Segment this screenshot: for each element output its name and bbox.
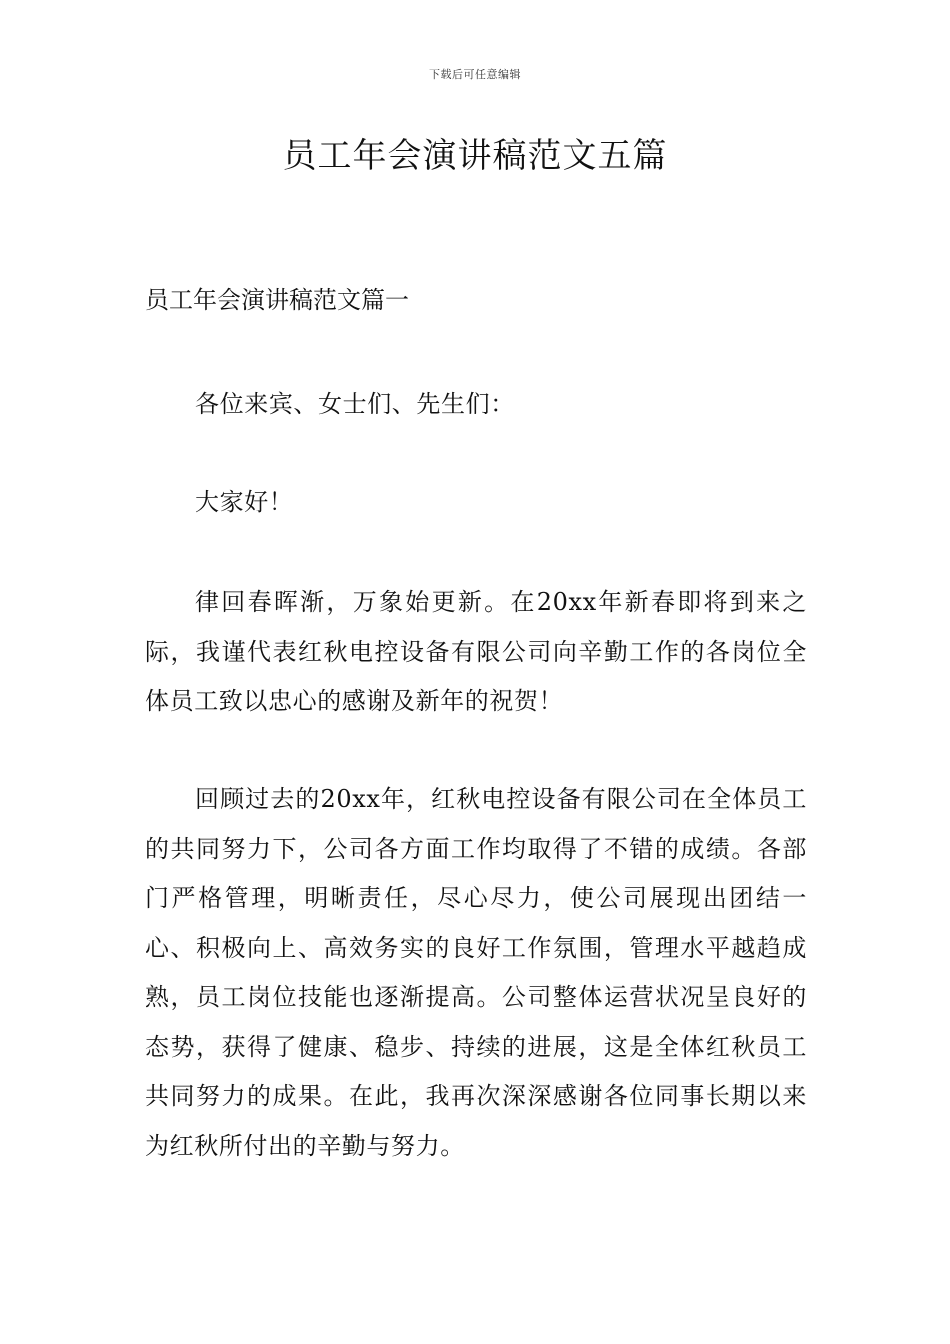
- document-title: 员工年会演讲稿范文五篇: [282, 136, 668, 176]
- section-heading: 员工年会演讲稿范文篇一: [145, 286, 409, 314]
- editable-note: 下载后可任意编辑: [429, 68, 521, 81]
- hello-paragraph: 大家好！: [195, 488, 294, 516]
- review-paragraph: 回顾过去的20xx年，红秋电控设备有限公司在全体员工的共同努力下，公司各方面工作均取得了不错的成绩。各部门严格管理，明晰责任，尽心尽力，使公司展现出团结一心、积极向上、高效务实的良好工作氛围，管理水平越趋成熟，员工岗位技能也逐渐提高。公司整体运营状况呈良好的态势，获得了健康、稳步、持续的进展，这是全体红秋员工共同努力的成果。在此，我再次深深感谢各位同事长期以来为红秋所付出的辛勤与努力。: [145, 785, 807, 1160]
- intro-paragraph: 律回春晖渐，万象始更新。在20xx年新春即将到来之际，我谨代表红秋电控设备有限公司向辛勤工作的各岗位全体员工致以忠心的感谢及新年的祝贺！: [145, 588, 807, 715]
- greeting-paragraph: 各位来宾、女士们、先生们：: [195, 390, 515, 418]
